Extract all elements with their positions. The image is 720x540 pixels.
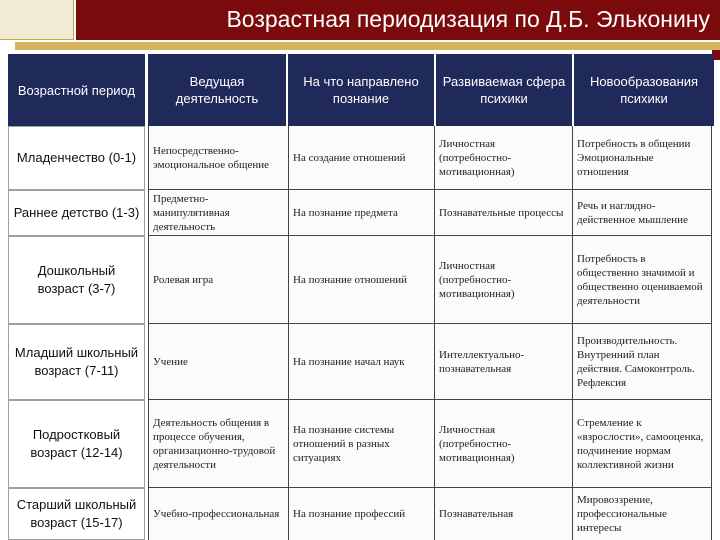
accent-stripe	[15, 42, 720, 50]
table-row	[149, 324, 711, 400]
slide-corner-frame	[0, 0, 74, 40]
periodization-table	[0, 126, 720, 540]
cognition-target-cell: На познание отношений	[289, 236, 435, 323]
period-senior-school: Старший школьный возраст (15-17)	[8, 488, 145, 540]
cognition-target-cell: На познание системы отношений в разных ситуациях	[289, 400, 435, 487]
table-row	[149, 236, 711, 324]
header-neoformations: Новообразования психики	[574, 54, 714, 126]
psyche-sphere-cell: Личностная (потребностно-мотивационная)	[435, 400, 573, 487]
cognition-target-cell: На познание начал наук	[289, 324, 435, 399]
period-early-childhood: Раннее детство (1-3)	[8, 190, 145, 236]
leading-activity-cell: Непосредственно-эмоциональное общение	[149, 126, 289, 189]
leading-activity-cell: Предметно-манипулятивная деятельность	[149, 190, 289, 235]
neoformation-cell: Речь и наглядно-действенное мышление	[577, 199, 688, 226]
psyche-sphere-cell: Познавательная	[435, 488, 573, 540]
psyche-sphere-cell: Личностная (потребностно-мотивационная)	[435, 126, 573, 189]
cognition-target-cell: На создание отношений	[289, 126, 435, 189]
title-bar	[76, 0, 720, 40]
table-grid	[148, 126, 712, 540]
neoformation-cell: Мировоззрение, профессиональные интересы	[577, 494, 667, 534]
header-age-period: Возрастной период	[8, 54, 145, 126]
period-adolescence: Подростковый возраст (12-14)	[8, 400, 145, 488]
period-column	[0, 126, 145, 540]
table-header	[0, 54, 720, 126]
slide-title: Возрастная периодизация по Д.Б. Эльконину	[226, 6, 710, 32]
header-leading-activity: Ведущая деятельность	[148, 54, 286, 126]
neoformation-cell: Потребность в общественно значимой и общественно оцениваемой деятельности	[577, 252, 703, 307]
neoformation-cell: Потребность в общении Эмоциональные отношения	[577, 137, 691, 178]
leading-activity-cell: Ролевая игра	[149, 236, 289, 323]
cognition-target-cell: На познание профессий	[289, 488, 435, 540]
period-junior-school: Младший школьный возраст (7-11)	[8, 324, 145, 400]
psyche-sphere-cell: Интеллектуально-познавательная	[435, 324, 573, 399]
header-cognition-target: На что направлено познание	[288, 54, 434, 126]
psyche-sphere-cell: Познавательные процессы	[435, 190, 573, 235]
leading-activity-cell: Деятельность общения в процессе обучения, организационно-трудовой деятельности	[149, 400, 289, 487]
leading-activity-cell: Учебно-профессиональная	[149, 488, 289, 540]
cognition-target-cell: На познание предмета	[289, 190, 435, 235]
table-row	[149, 400, 711, 488]
table-row	[149, 126, 711, 190]
period-infancy: Младенчество (0-1)	[8, 126, 145, 190]
table-row	[149, 190, 711, 236]
header-psyche-sphere: Развиваемая сфера психики	[436, 54, 572, 126]
neoformation-cell: Стремление к «взрослости», самооценка, подчинение нормам коллективной жизни	[577, 416, 704, 471]
leading-activity-cell: Учение	[149, 324, 289, 399]
neoformation-cell: Производительность. Внутренний план действия. Самоконтроль. Рефлексия	[577, 334, 695, 389]
period-preschool: Дошкольный возраст (3-7)	[8, 236, 145, 324]
psyche-sphere-cell: Личностная (потребностно-мотивационная)	[435, 236, 573, 323]
table-row	[149, 488, 711, 540]
